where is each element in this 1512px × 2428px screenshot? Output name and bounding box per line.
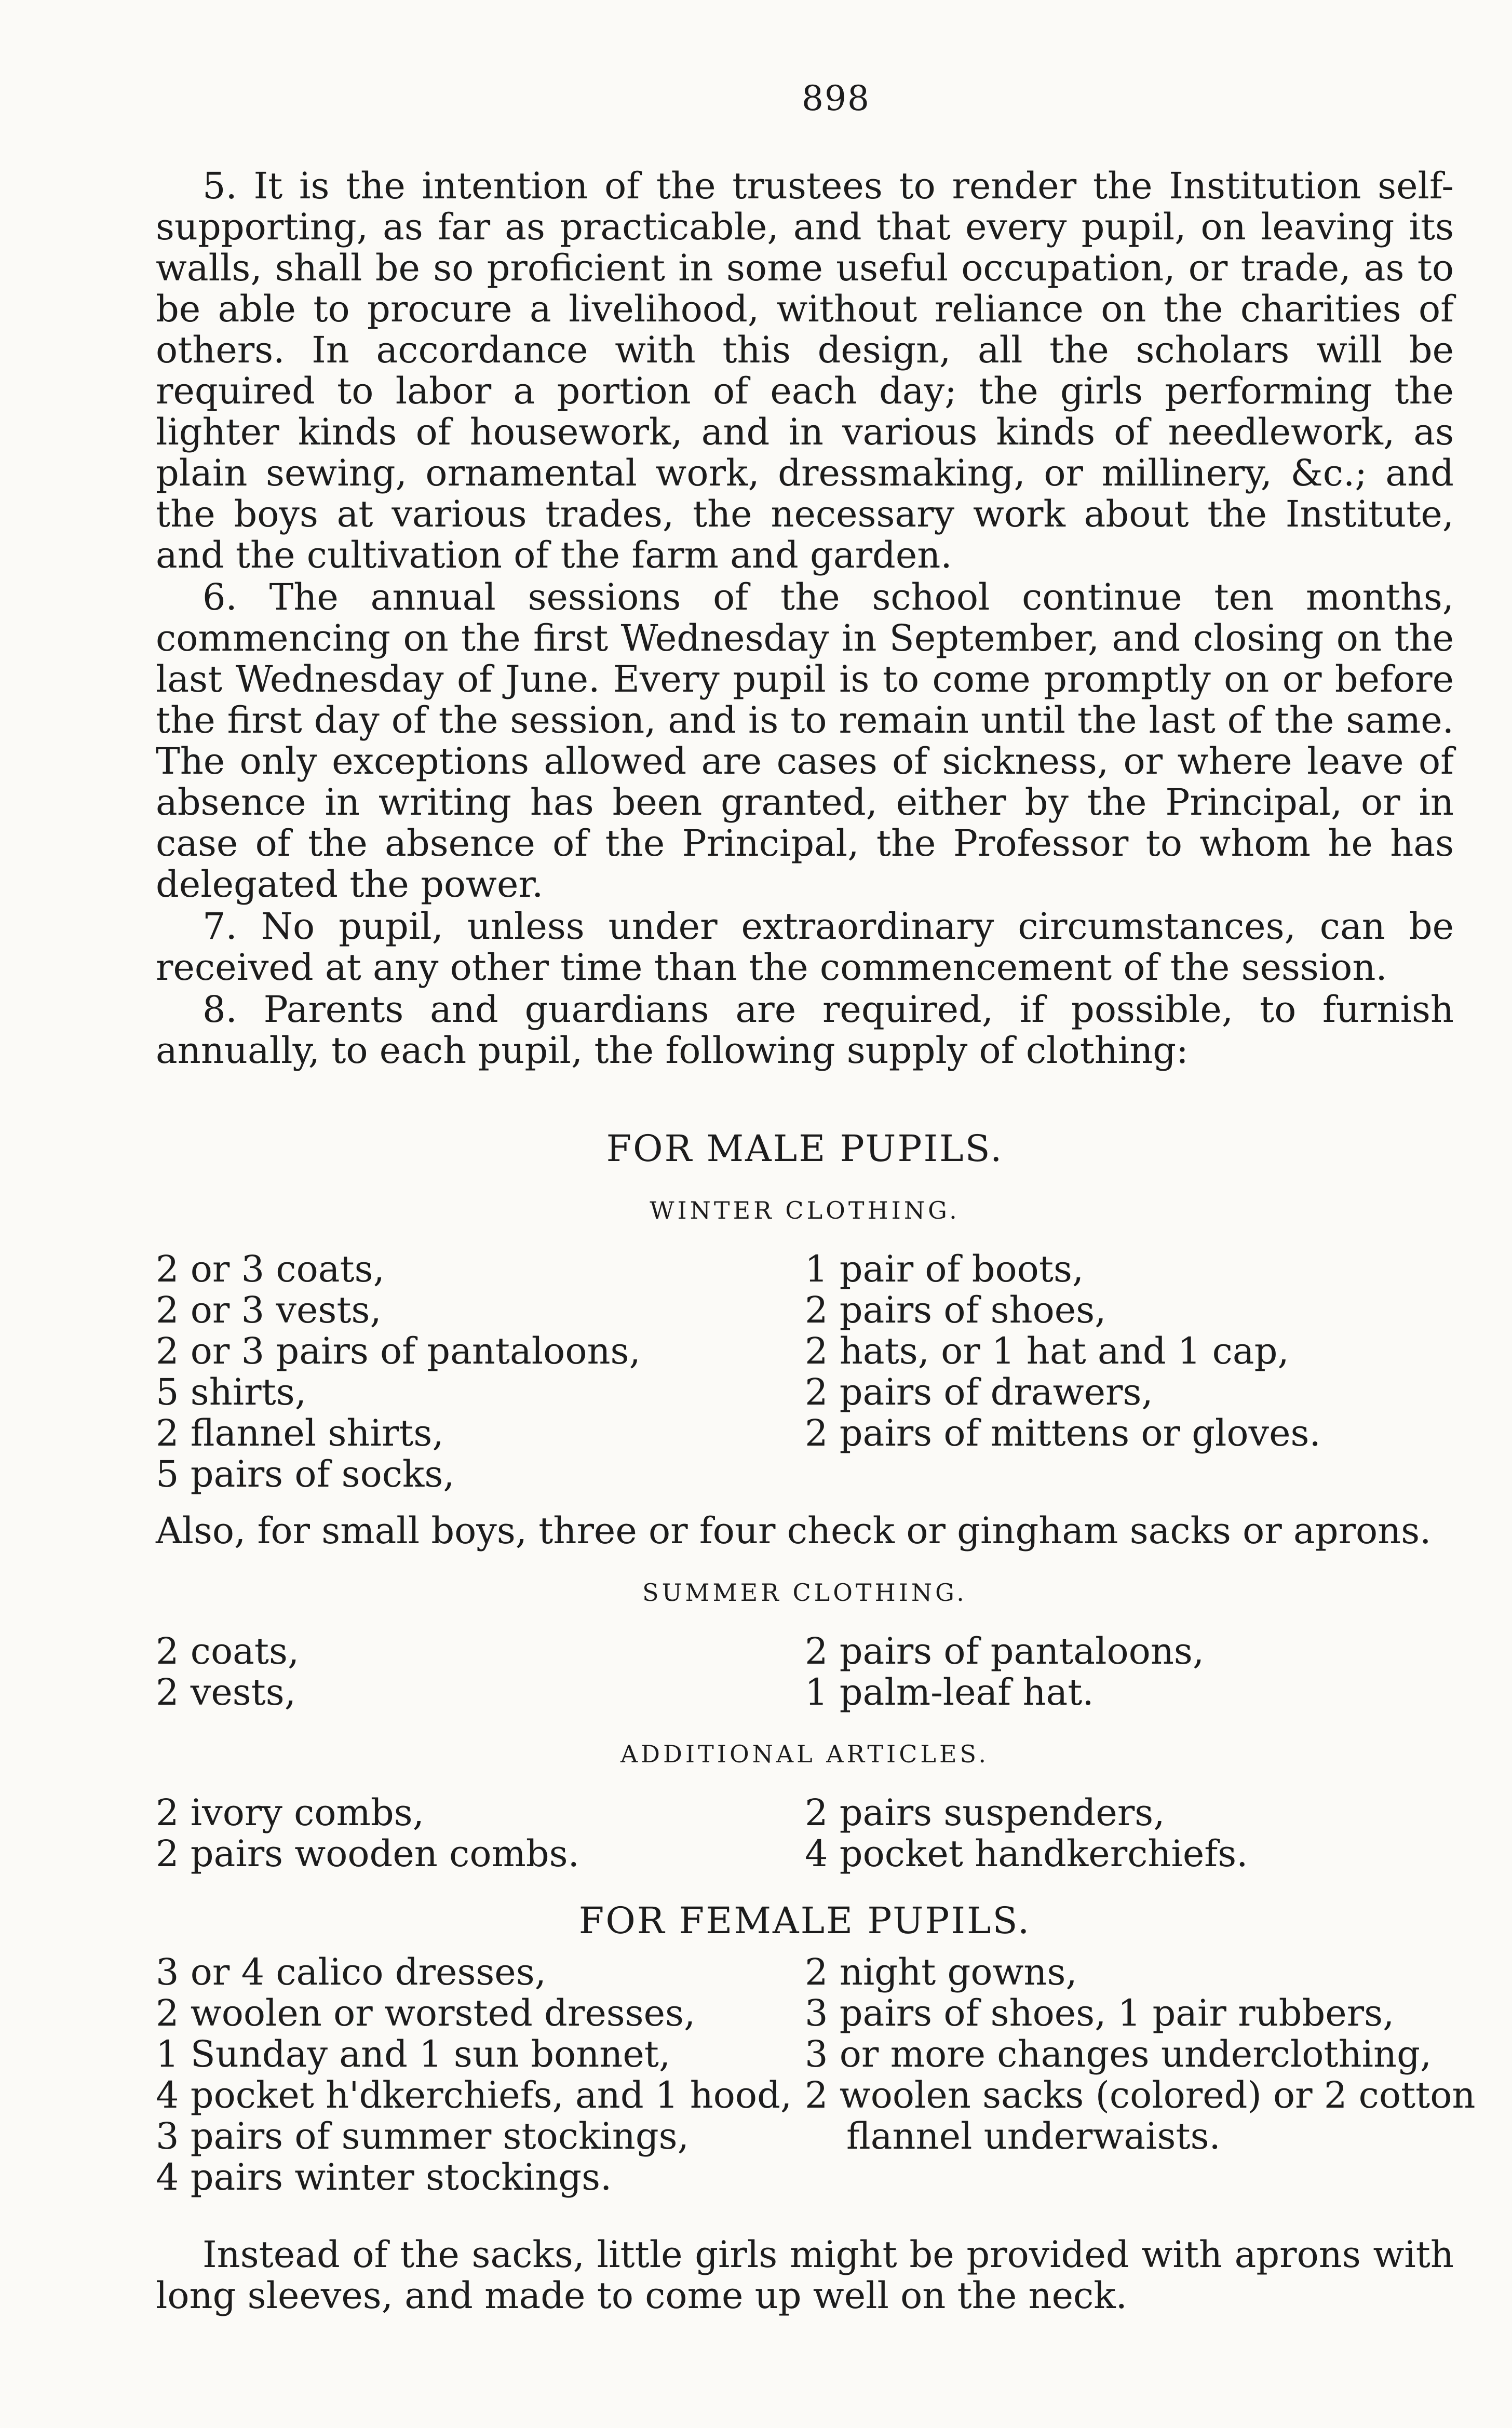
winter-left-column	[156, 1249, 805, 1495]
female-clothing-list	[156, 1951, 1476, 2198]
list-item: 2 pairs of drawers,	[805, 1371, 1153, 1413]
additional-right-column	[805, 1792, 1454, 1874]
list-item: 2 flannel shirts,	[156, 1412, 444, 1454]
paragraph-7: 7. No pupil, unless under extraordinary circumstances, can be received at any other time than the commencement of the session.	[156, 905, 1454, 989]
list-item: flannel underwaists.	[846, 2115, 1221, 2157]
summer-left-column	[156, 1631, 805, 1713]
list-item: 3 pairs of shoes, 1 pair rubbers,	[805, 1992, 1395, 2034]
list-item: 2 pairs suspenders,	[805, 1791, 1165, 1834]
female-right-column	[805, 1951, 1476, 2198]
list-item: 2 or 3 pairs of pantaloons,	[156, 1330, 641, 1372]
list-item: 1 pair of boots,	[805, 1248, 1084, 1290]
list-item: 3 pairs of summer stockings,	[156, 2115, 689, 2157]
male-pupils-title: FOR MALE PUPILS.	[606, 1127, 1004, 1170]
list-item: 2 coats,	[156, 1630, 300, 1672]
document-page	[156, 78, 1476, 2317]
list-item: 4 pairs winter stockings.	[156, 2156, 612, 2198]
list-item: 2 woolen or worsted dresses,	[156, 1992, 696, 2034]
female-note: Instead of the sacks, little girls might be provided with aprons with long sleeves, and made to come up well on the neck.	[156, 2233, 1454, 2317]
list-item: 4 pocket h'dkerchiefs, and 1 hood,	[156, 2074, 792, 2116]
list-item: 2 pairs of pantaloons,	[805, 1630, 1205, 1672]
additional-left-column	[156, 1792, 805, 1874]
list-item: 1 palm-leaf hat.	[805, 1671, 1094, 1714]
list-item: 2 night gowns,	[805, 1951, 1077, 1993]
list-item: 2 vests,	[156, 1671, 296, 1714]
summer-right-column	[805, 1631, 1454, 1713]
winter-clothing-list	[156, 1249, 1454, 1495]
female-left-column	[156, 1952, 805, 2198]
list-item: 2 pairs of mittens or gloves.	[805, 1412, 1321, 1454]
list-item: 2 ivory combs,	[156, 1791, 424, 1834]
list-item: 3 or 4 calico dresses,	[156, 1951, 546, 1993]
list-item: 2 hats, or 1 hat and 1 cap,	[805, 1330, 1289, 1372]
list-item: 5 shirts,	[156, 1371, 306, 1413]
paragraph-5: 5. It is the intention of the trustees to render the Institution self-supporting, as far as practicable, and that every pupil, on leaving its walls, shall be so proficient in some useful occupation, or trade, as to be able to procure a livelihood, without reliance on the charities of others. In accordance with this design, all the scholars will be required to labor a portion of each day; the girls performing the lighter kinds of housework, and in various kinds of needlework, as plain sewing, ornamental work, dressmaking, or millinery, &c.; and the boys at various trades, the necessary work about the Institute, and the cultivation of the farm and garden.	[156, 165, 1454, 576]
additional-articles-list	[156, 1792, 1454, 1874]
paragraph-6: 6. The annual sessions of the school continue ten months, commencing on the first Wednesday in September, and closing on the last Wednesday of June. Every pupil is to come promptly on or before the first day of the session, and is to remain until the last of the same. The only exceptions allowed are cases of sickness, or where leave of absence in writing has been granted, either by the Principal, or in case of the absence of the Principal, the Professor to whom he has delegated the power.	[156, 576, 1454, 906]
list-item: 3 or more changes underclothing,	[805, 2033, 1432, 2075]
summer-clothing-title: SUMMER CLOTHING.	[642, 1579, 967, 1607]
list-item: 2 pairs wooden combs.	[156, 1832, 579, 1875]
list-item: 2 woolen sacks (colored) or 2 cotton	[805, 2074, 1476, 2116]
winter-right-column	[805, 1249, 1454, 1495]
page-number: 898	[802, 78, 870, 118]
female-pupils-title: FOR FEMALE PUPILS.	[578, 1899, 1031, 1942]
list-item: 1 Sunday and 1 sun bonnet,	[156, 2033, 671, 2075]
list-item: 2 or 3 coats,	[156, 1248, 385, 1290]
winter-note: Also, for small boys, three or four check or gingham sacks or aprons.	[156, 1509, 1432, 1552]
list-item: 2 pairs of shoes,	[805, 1289, 1106, 1331]
summer-clothing-list	[156, 1631, 1454, 1713]
list-item: 4 pocket handkerchiefs.	[805, 1832, 1248, 1875]
winter-clothing-title: WINTER CLOTHING.	[650, 1196, 960, 1224]
list-item: 2 or 3 vests,	[156, 1289, 382, 1331]
list-item: 5 pairs of socks,	[156, 1453, 455, 1495]
paragraph-8: 8. Parents and guardians are required, if possible, to furnish annually, to each pupil, the following supply of clothing:	[156, 988, 1454, 1072]
additional-articles-title: ADDITIONAL ARTICLES.	[620, 1740, 990, 1768]
